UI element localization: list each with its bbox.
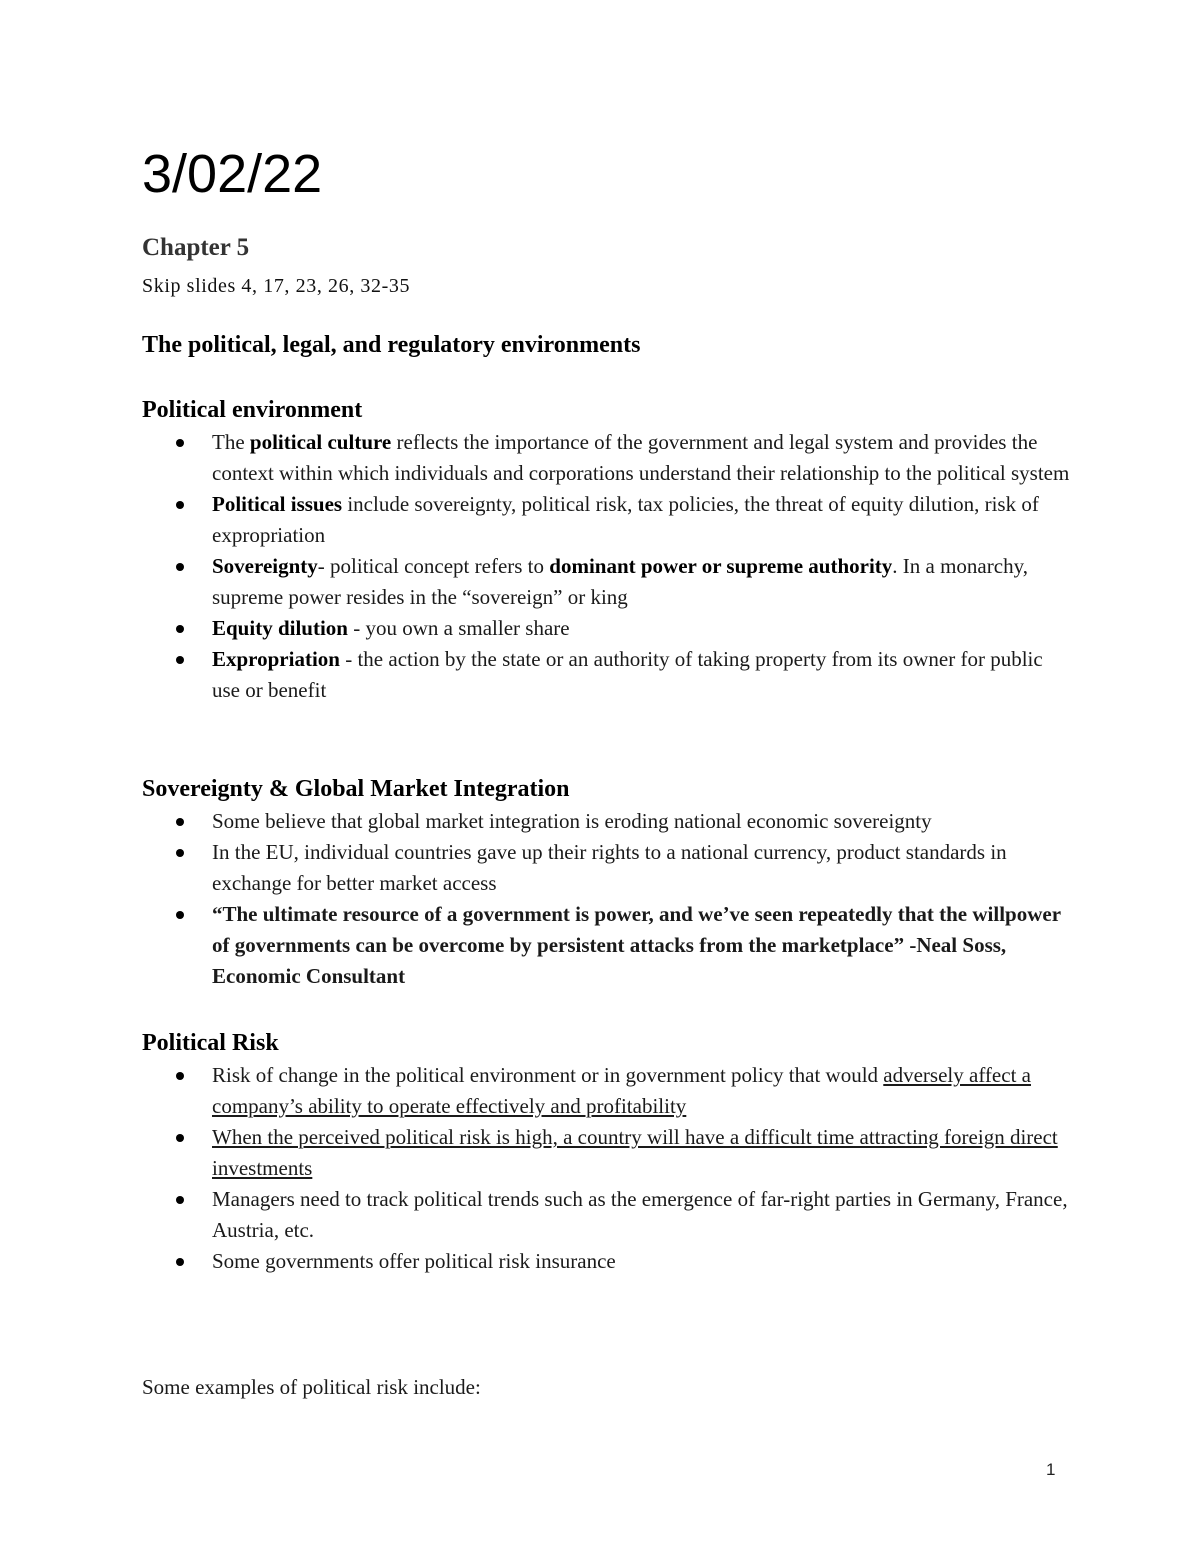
chapter-heading: Chapter 5 <box>142 234 250 261</box>
bullet-icon <box>176 1134 184 1142</box>
text-run: - you own a smaller share <box>347 616 570 640</box>
bullet-icon <box>176 1258 184 1266</box>
text-run: Managers need to track political trends such as the emergence of far-right parties in Germany, France, Austria, etc. <box>212 1187 1068 1242</box>
bold-term: Political issues <box>212 492 343 516</box>
bullet-icon <box>176 1196 184 1204</box>
sovereignty-section <box>142 772 1072 992</box>
underlined-text: adversely affect a company’s ability to operate effectively and profitability <box>212 1063 1031 1118</box>
list-item <box>142 1122 1072 1184</box>
section-heading: Political Risk <box>142 1030 279 1056</box>
bullet-icon <box>176 656 184 664</box>
bullet-icon <box>176 625 184 633</box>
document-title: The political, legal, and regulatory environments <box>142 332 641 358</box>
text-run: - the action by the state or an authority of taking property from its owner for public use or benefit <box>212 647 1043 702</box>
bullet-icon <box>176 439 184 447</box>
bullet-icon <box>176 911 184 919</box>
bullet-list <box>142 427 1072 706</box>
list-item <box>142 489 1072 551</box>
list-item <box>142 613 1072 644</box>
list-item <box>142 806 1072 837</box>
bullet-icon <box>176 563 184 571</box>
political-environment-section <box>142 393 1072 706</box>
text-run: Risk of change in the political environment or in government policy that would <box>212 1063 884 1087</box>
date-heading: 3/02/22 <box>142 144 323 204</box>
list-item <box>142 427 1072 489</box>
bullet-icon <box>176 849 184 857</box>
list-item <box>142 551 1072 613</box>
text-run: . In a monarchy, supreme power resides in the “sovereign” or king <box>212 554 1028 609</box>
list-item <box>142 837 1072 899</box>
bold-term: Sovereignty <box>212 554 318 578</box>
bullet-icon <box>176 1072 184 1080</box>
text-run: include sovereignty, political risk, tax policies, the threat of equity dilution, risk of expropriation <box>212 492 1039 547</box>
section-heading: Political environment <box>142 397 363 423</box>
section-heading: Sovereignty & Global Market Integration <box>142 776 570 802</box>
list-item <box>142 1246 1072 1277</box>
list-item <box>142 1184 1072 1246</box>
quote-text: “The ultimate resource of a government is power, and we’ve seen repeatedly that the willpower of governments can be overcome by persistent attacks from the marketplace” -Neal Soss, Economic Consultant <box>212 902 1061 988</box>
bullet-icon <box>176 818 184 826</box>
page-number: 1 <box>1046 1460 1056 1479</box>
underlined-text: When the perceived political risk is high, a country will have a difficult time attracting foreign direct investments <box>212 1125 1058 1180</box>
bold-term: dominant power or supreme authority <box>549 554 893 578</box>
text-run: reflects the importance of the government and legal system and provides the context within which individuals and corporations understand their relationship to the political system <box>212 430 1070 485</box>
list-item <box>142 644 1072 706</box>
bold-term: Expropriation <box>212 647 340 671</box>
text-run: The <box>212 430 250 454</box>
bullet-list <box>142 1060 1072 1277</box>
examples-intro: Some examples of political risk include: <box>142 1375 481 1399</box>
bold-term: political culture <box>249 430 392 454</box>
text-run: - political concept refers to <box>317 554 550 578</box>
list-item <box>142 899 1072 992</box>
text-run: Some believe that global market integration is eroding national economic sovereignty <box>212 809 932 833</box>
list-item <box>142 1060 1072 1122</box>
bullet-list <box>142 806 1072 992</box>
political-risk-section <box>142 1026 1072 1277</box>
skip-slides-note: Skip slides 4, 17, 23, 26, 32-35 <box>142 275 411 297</box>
text-run: Some governments offer political risk insurance <box>212 1249 616 1273</box>
bullet-icon <box>176 501 184 509</box>
text-run: In the EU, individual countries gave up their rights to a national currency, product standards in exchange for better market access <box>212 840 1007 895</box>
bold-term: Equity dilution <box>212 616 348 640</box>
